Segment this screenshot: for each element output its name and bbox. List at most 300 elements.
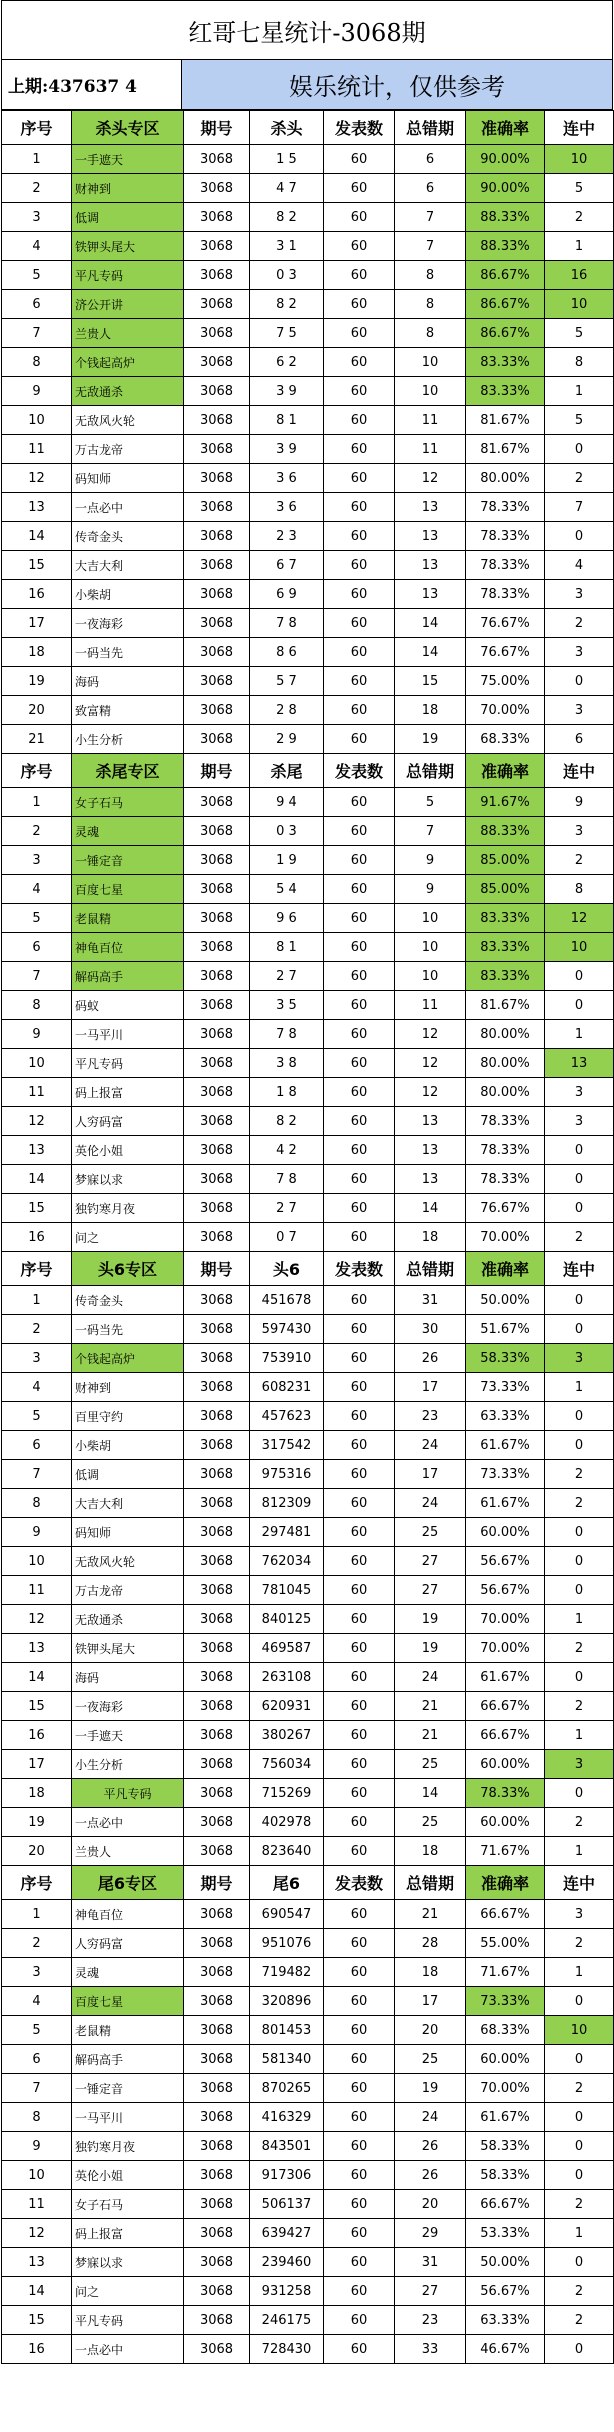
cell-expert-name: 财神到 — [72, 174, 184, 203]
cell-issue: 3068 — [184, 1721, 250, 1750]
section-header-row — [2, 111, 614, 145]
cell-issue: 3068 — [184, 1837, 250, 1866]
cell-expert-name: 财神到 — [72, 1373, 184, 1402]
cell-wrong-count: 19 — [395, 725, 466, 754]
cell-expert-name: 一锤定音 — [72, 2074, 184, 2103]
table-row — [2, 580, 614, 609]
cell-posts: 60 — [324, 2219, 395, 2248]
cell-wrong-count: 19 — [395, 1634, 466, 1663]
cell-index: 11 — [2, 1078, 72, 1107]
table-row — [2, 493, 614, 522]
cell-streak: 8 — [545, 875, 614, 904]
cell-accuracy: 80.00% — [466, 464, 545, 493]
cell-wrong-count: 12 — [395, 464, 466, 493]
header-posts: 发表数 — [324, 1252, 395, 1286]
table-row — [2, 2161, 614, 2190]
cell-accuracy: 78.33% — [466, 493, 545, 522]
cell-index: 9 — [2, 1518, 72, 1547]
cell-index: 14 — [2, 2277, 72, 2306]
cell-expert-name: 问之 — [72, 1223, 184, 1252]
cell-posts: 60 — [324, 1663, 395, 1692]
cell-posts: 60 — [324, 2335, 395, 2364]
cell-index: 3 — [2, 203, 72, 232]
table-row — [2, 1518, 614, 1547]
cell-streak: 4 — [545, 551, 614, 580]
cell-expert-name: 一夜海彩 — [72, 1692, 184, 1721]
cell-expert-name: 济公开讲 — [72, 290, 184, 319]
cell-prediction: 2 7 — [250, 962, 324, 991]
cell-issue: 3068 — [184, 1987, 250, 2016]
cell-accuracy: 78.33% — [466, 580, 545, 609]
table-row — [2, 203, 614, 232]
cell-posts: 60 — [324, 817, 395, 846]
cell-posts: 60 — [324, 1837, 395, 1866]
last-draw-result: 上期:437637 4 — [2, 60, 182, 109]
cell-prediction: 2 8 — [250, 696, 324, 725]
cell-prediction: 4 2 — [250, 1136, 324, 1165]
cell-index: 13 — [2, 1634, 72, 1663]
cell-prediction: 870265 — [250, 2074, 324, 2103]
table-row — [2, 1692, 614, 1721]
cell-prediction: 317542 — [250, 1431, 324, 1460]
section-header-row — [2, 1252, 614, 1286]
cell-expert-name: 大吉大利 — [72, 551, 184, 580]
header-issue: 期号 — [184, 1252, 250, 1286]
cell-streak: 0 — [545, 2103, 614, 2132]
cell-posts: 60 — [324, 1929, 395, 1958]
cell-issue: 3068 — [184, 2074, 250, 2103]
cell-prediction: 239460 — [250, 2248, 324, 2277]
cell-accuracy: 63.33% — [466, 2306, 545, 2335]
cell-prediction: 823640 — [250, 1837, 324, 1866]
cell-accuracy: 83.33% — [466, 962, 545, 991]
cell-posts: 60 — [324, 1692, 395, 1721]
cell-posts: 60 — [324, 2277, 395, 2306]
cell-issue: 3068 — [184, 1286, 250, 1315]
cell-prediction: 7 8 — [250, 1020, 324, 1049]
cell-accuracy: 53.33% — [466, 2219, 545, 2248]
cell-prediction: 451678 — [250, 1286, 324, 1315]
cell-accuracy: 68.33% — [466, 2016, 545, 2045]
cell-wrong-count: 14 — [395, 638, 466, 667]
cell-prediction: 6 9 — [250, 580, 324, 609]
cell-issue: 3068 — [184, 1136, 250, 1165]
table-row — [2, 1107, 614, 1136]
cell-index: 18 — [2, 1779, 72, 1808]
cell-streak: 16 — [545, 261, 614, 290]
cell-accuracy: 76.67% — [466, 638, 545, 667]
cell-posts: 60 — [324, 2103, 395, 2132]
cell-index: 4 — [2, 1987, 72, 2016]
cell-issue: 3068 — [184, 725, 250, 754]
cell-accuracy: 73.33% — [466, 1987, 545, 2016]
page-title: 红哥七星统计-3068期 — [1, 0, 613, 60]
table-row — [2, 319, 614, 348]
cell-wrong-count: 12 — [395, 1020, 466, 1049]
cell-issue: 3068 — [184, 2190, 250, 2219]
cell-wrong-count: 17 — [395, 1460, 466, 1489]
cell-wrong-count: 7 — [395, 232, 466, 261]
cell-expert-name: 英伦小姐 — [72, 1136, 184, 1165]
cell-wrong-count: 13 — [395, 1136, 466, 1165]
info-bar — [1, 60, 613, 110]
cell-issue: 3068 — [184, 203, 250, 232]
cell-accuracy: 60.00% — [466, 1518, 545, 1547]
header-index: 序号 — [2, 754, 72, 788]
cell-expert-name: 低调 — [72, 203, 184, 232]
cell-streak: 0 — [545, 1779, 614, 1808]
cell-streak: 2 — [545, 846, 614, 875]
cell-wrong-count: 24 — [395, 1663, 466, 1692]
table-row — [2, 1194, 614, 1223]
cell-wrong-count: 13 — [395, 522, 466, 551]
table-row — [2, 609, 614, 638]
cell-prediction: 3 9 — [250, 377, 324, 406]
cell-posts: 60 — [324, 522, 395, 551]
cell-accuracy: 88.33% — [466, 232, 545, 261]
header-issue: 期号 — [184, 111, 250, 145]
cell-issue: 3068 — [184, 2132, 250, 2161]
cell-streak: 3 — [545, 817, 614, 846]
cell-wrong-count: 28 — [395, 1929, 466, 1958]
cell-wrong-count: 19 — [395, 1605, 466, 1634]
cell-index: 8 — [2, 1489, 72, 1518]
cell-wrong-count: 10 — [395, 348, 466, 377]
cell-wrong-count: 8 — [395, 290, 466, 319]
cell-wrong-count: 25 — [395, 1808, 466, 1837]
cell-accuracy: 81.67% — [466, 406, 545, 435]
cell-expert-name: 梦寐以求 — [72, 2248, 184, 2277]
table-row — [2, 1402, 614, 1431]
cell-index: 3 — [2, 1344, 72, 1373]
cell-prediction: 951076 — [250, 1929, 324, 1958]
cell-posts: 60 — [324, 2074, 395, 2103]
cell-wrong-count: 14 — [395, 609, 466, 638]
cell-issue: 3068 — [184, 1402, 250, 1431]
table-row — [2, 2335, 614, 2364]
cell-expert-name: 人穷码富 — [72, 1929, 184, 1958]
table-row — [2, 1165, 614, 1194]
table-row — [2, 875, 614, 904]
cell-posts: 60 — [324, 493, 395, 522]
header-streak: 连中 — [545, 1866, 614, 1900]
table-row — [2, 522, 614, 551]
cell-issue: 3068 — [184, 1779, 250, 1808]
cell-streak: 3 — [545, 638, 614, 667]
cell-wrong-count: 20 — [395, 2190, 466, 2219]
cell-issue: 3068 — [184, 638, 250, 667]
cell-streak: 2 — [545, 1460, 614, 1489]
cell-index: 4 — [2, 875, 72, 904]
cell-expert-name: 一手遮天 — [72, 145, 184, 174]
cell-index: 10 — [2, 406, 72, 435]
cell-posts: 60 — [324, 232, 395, 261]
cell-accuracy: 85.00% — [466, 875, 545, 904]
cell-expert-name: 一锤定音 — [72, 846, 184, 875]
cell-prediction: 416329 — [250, 2103, 324, 2132]
cell-index: 10 — [2, 2161, 72, 2190]
cell-accuracy: 78.33% — [466, 1165, 545, 1194]
cell-posts: 60 — [324, 1808, 395, 1837]
cell-issue: 3068 — [184, 580, 250, 609]
cell-wrong-count: 31 — [395, 1286, 466, 1315]
cell-issue: 3068 — [184, 609, 250, 638]
cell-index: 1 — [2, 788, 72, 817]
cell-accuracy: 66.67% — [466, 2190, 545, 2219]
cell-expert-name: 铁钾头尾大 — [72, 232, 184, 261]
cell-accuracy: 73.33% — [466, 1373, 545, 1402]
cell-index: 4 — [2, 232, 72, 261]
cell-expert-name: 兰贵人 — [72, 319, 184, 348]
cell-prediction: 9 6 — [250, 904, 324, 933]
cell-expert-name: 一手遮天 — [72, 1721, 184, 1750]
cell-issue: 3068 — [184, 817, 250, 846]
cell-issue: 3068 — [184, 290, 250, 319]
cell-accuracy: 78.33% — [466, 522, 545, 551]
cell-posts: 60 — [324, 174, 395, 203]
cell-posts: 60 — [324, 145, 395, 174]
cell-issue: 3068 — [184, 1605, 250, 1634]
cell-wrong-count: 11 — [395, 435, 466, 464]
cell-prediction: 753910 — [250, 1344, 324, 1373]
cell-posts: 60 — [324, 2248, 395, 2277]
cell-issue: 3068 — [184, 464, 250, 493]
table-row — [2, 1136, 614, 1165]
cell-streak: 1 — [545, 1605, 614, 1634]
cell-streak: 12 — [545, 904, 614, 933]
cell-wrong-count: 10 — [395, 904, 466, 933]
header-index: 序号 — [2, 1866, 72, 1900]
cell-posts: 60 — [324, 1194, 395, 1223]
cell-issue: 3068 — [184, 348, 250, 377]
cell-prediction: 8 2 — [250, 1107, 324, 1136]
cell-prediction: 3 6 — [250, 464, 324, 493]
table-row — [2, 1987, 614, 2016]
table-row — [2, 1958, 614, 1987]
cell-index: 7 — [2, 1460, 72, 1489]
cell-streak: 1 — [545, 377, 614, 406]
cell-posts: 60 — [324, 261, 395, 290]
cell-issue: 3068 — [184, 1958, 250, 1987]
cell-expert-name: 平凡专码 — [72, 261, 184, 290]
cell-posts: 60 — [324, 2016, 395, 2045]
cell-index: 14 — [2, 1165, 72, 1194]
cell-prediction: 5 4 — [250, 875, 324, 904]
cell-streak: 0 — [545, 2161, 614, 2190]
cell-streak: 2 — [545, 1808, 614, 1837]
cell-posts: 60 — [324, 904, 395, 933]
cell-streak: 3 — [545, 1107, 614, 1136]
cell-accuracy: 70.00% — [466, 1223, 545, 1252]
header-wrong: 总错期 — [395, 1866, 466, 1900]
cell-prediction: 4 7 — [250, 174, 324, 203]
cell-streak: 0 — [545, 1576, 614, 1605]
cell-expert-name: 一夜海彩 — [72, 609, 184, 638]
header-section: 头6专区 — [72, 1252, 184, 1286]
cell-streak: 5 — [545, 174, 614, 203]
cell-prediction: 5 7 — [250, 667, 324, 696]
table-row — [2, 1489, 614, 1518]
cell-wrong-count: 27 — [395, 1547, 466, 1576]
cell-issue: 3068 — [184, 1518, 250, 1547]
cell-wrong-count: 26 — [395, 2161, 466, 2190]
stats-page — [1, 0, 613, 2364]
cell-posts: 60 — [324, 1547, 395, 1576]
cell-prediction: 781045 — [250, 1576, 324, 1605]
cell-issue: 3068 — [184, 1020, 250, 1049]
cell-issue: 3068 — [184, 1929, 250, 1958]
cell-streak: 2 — [545, 2190, 614, 2219]
cell-index: 9 — [2, 377, 72, 406]
cell-streak: 10 — [545, 2016, 614, 2045]
cell-index: 10 — [2, 1049, 72, 1078]
header-wrong: 总错期 — [395, 754, 466, 788]
header-issue: 期号 — [184, 754, 250, 788]
header-streak: 连中 — [545, 1252, 614, 1286]
cell-index: 8 — [2, 991, 72, 1020]
cell-expert-name: 一码当先 — [72, 638, 184, 667]
cell-index: 5 — [2, 261, 72, 290]
cell-posts: 60 — [324, 1750, 395, 1779]
cell-expert-name: 低调 — [72, 1460, 184, 1489]
header-value: 杀尾 — [250, 754, 324, 788]
cell-streak: 2 — [545, 2074, 614, 2103]
cell-accuracy: 88.33% — [466, 203, 545, 232]
table-row — [2, 638, 614, 667]
header-section: 尾6专区 — [72, 1866, 184, 1900]
cell-index: 6 — [2, 290, 72, 319]
cell-expert-name: 码上报富 — [72, 1078, 184, 1107]
cell-accuracy: 83.33% — [466, 377, 545, 406]
table-row — [2, 1750, 614, 1779]
cell-posts: 60 — [324, 667, 395, 696]
cell-streak: 0 — [545, 522, 614, 551]
table-row — [2, 2016, 614, 2045]
cell-expert-name: 小生分析 — [72, 1750, 184, 1779]
cell-issue: 3068 — [184, 2219, 250, 2248]
cell-issue: 3068 — [184, 1373, 250, 1402]
cell-posts: 60 — [324, 1223, 395, 1252]
cell-streak: 3 — [545, 1078, 614, 1107]
cell-issue: 3068 — [184, 846, 250, 875]
cell-index: 5 — [2, 904, 72, 933]
table-row — [2, 2045, 614, 2074]
cell-streak: 0 — [545, 667, 614, 696]
cell-streak: 0 — [545, 2132, 614, 2161]
cell-index: 11 — [2, 435, 72, 464]
cell-streak: 1 — [545, 1837, 614, 1866]
cell-index: 6 — [2, 933, 72, 962]
header-streak: 连中 — [545, 111, 614, 145]
cell-accuracy: 70.00% — [466, 2074, 545, 2103]
cell-posts: 60 — [324, 1373, 395, 1402]
table-row — [2, 1373, 614, 1402]
cell-wrong-count: 21 — [395, 1900, 466, 1929]
cell-streak: 5 — [545, 406, 614, 435]
cell-issue: 3068 — [184, 1576, 250, 1605]
table-row — [2, 1929, 614, 1958]
table-row — [2, 1837, 614, 1866]
cell-accuracy: 68.33% — [466, 725, 545, 754]
cell-accuracy: 56.67% — [466, 2277, 545, 2306]
cell-prediction: 931258 — [250, 2277, 324, 2306]
cell-index: 2 — [2, 174, 72, 203]
cell-streak: 3 — [545, 1900, 614, 1929]
cell-wrong-count: 23 — [395, 2306, 466, 2335]
cell-posts: 60 — [324, 1460, 395, 1489]
cell-index: 3 — [2, 1958, 72, 1987]
cell-expert-name: 一点必中 — [72, 493, 184, 522]
cell-index: 9 — [2, 1020, 72, 1049]
cell-prediction: 6 2 — [250, 348, 324, 377]
table-row — [2, 1900, 614, 1929]
header-value: 尾6 — [250, 1866, 324, 1900]
header-issue: 期号 — [184, 1866, 250, 1900]
stats-table — [1, 110, 614, 2364]
cell-prediction: 3 5 — [250, 991, 324, 1020]
cell-accuracy: 80.00% — [466, 1078, 545, 1107]
cell-prediction: 457623 — [250, 1402, 324, 1431]
cell-index: 6 — [2, 2045, 72, 2074]
cell-prediction: 0 3 — [250, 261, 324, 290]
cell-prediction: 719482 — [250, 1958, 324, 1987]
cell-streak: 0 — [545, 1663, 614, 1692]
table-row — [2, 1547, 614, 1576]
cell-streak: 5 — [545, 319, 614, 348]
cell-index: 19 — [2, 667, 72, 696]
header-accuracy: 准确率 — [466, 111, 545, 145]
cell-issue: 3068 — [184, 875, 250, 904]
cell-wrong-count: 13 — [395, 1107, 466, 1136]
disclaimer-banner: 娱乐统计，仅供参考 — [182, 60, 612, 109]
table-row — [2, 290, 614, 319]
table-row — [2, 904, 614, 933]
cell-posts: 60 — [324, 377, 395, 406]
cell-index: 4 — [2, 1373, 72, 1402]
cell-expert-name: 一点必中 — [72, 1808, 184, 1837]
cell-expert-name: 小柴胡 — [72, 580, 184, 609]
table-row — [2, 464, 614, 493]
table-row — [2, 1431, 614, 1460]
cell-posts: 60 — [324, 580, 395, 609]
cell-wrong-count: 24 — [395, 1431, 466, 1460]
cell-index: 1 — [2, 145, 72, 174]
cell-issue: 3068 — [184, 1808, 250, 1837]
cell-wrong-count: 23 — [395, 1402, 466, 1431]
cell-wrong-count: 31 — [395, 2248, 466, 2277]
table-row — [2, 435, 614, 464]
cell-index: 11 — [2, 1576, 72, 1605]
cell-index: 2 — [2, 1315, 72, 1344]
table-row — [2, 933, 614, 962]
table-row — [2, 2074, 614, 2103]
table-row — [2, 1020, 614, 1049]
cell-posts: 60 — [324, 1518, 395, 1547]
table-row — [2, 817, 614, 846]
cell-expert-name: 码上报富 — [72, 2219, 184, 2248]
cell-index: 12 — [2, 1107, 72, 1136]
cell-expert-name: 万古龙帝 — [72, 435, 184, 464]
cell-posts: 60 — [324, 875, 395, 904]
cell-streak: 0 — [545, 2045, 614, 2074]
cell-posts: 60 — [324, 2045, 395, 2074]
cell-posts: 60 — [324, 348, 395, 377]
cell-expert-name: 传奇金头 — [72, 1286, 184, 1315]
cell-expert-name: 无敌通杀 — [72, 1605, 184, 1634]
cell-wrong-count: 7 — [395, 817, 466, 846]
cell-issue: 3068 — [184, 551, 250, 580]
cell-issue: 3068 — [184, 991, 250, 1020]
